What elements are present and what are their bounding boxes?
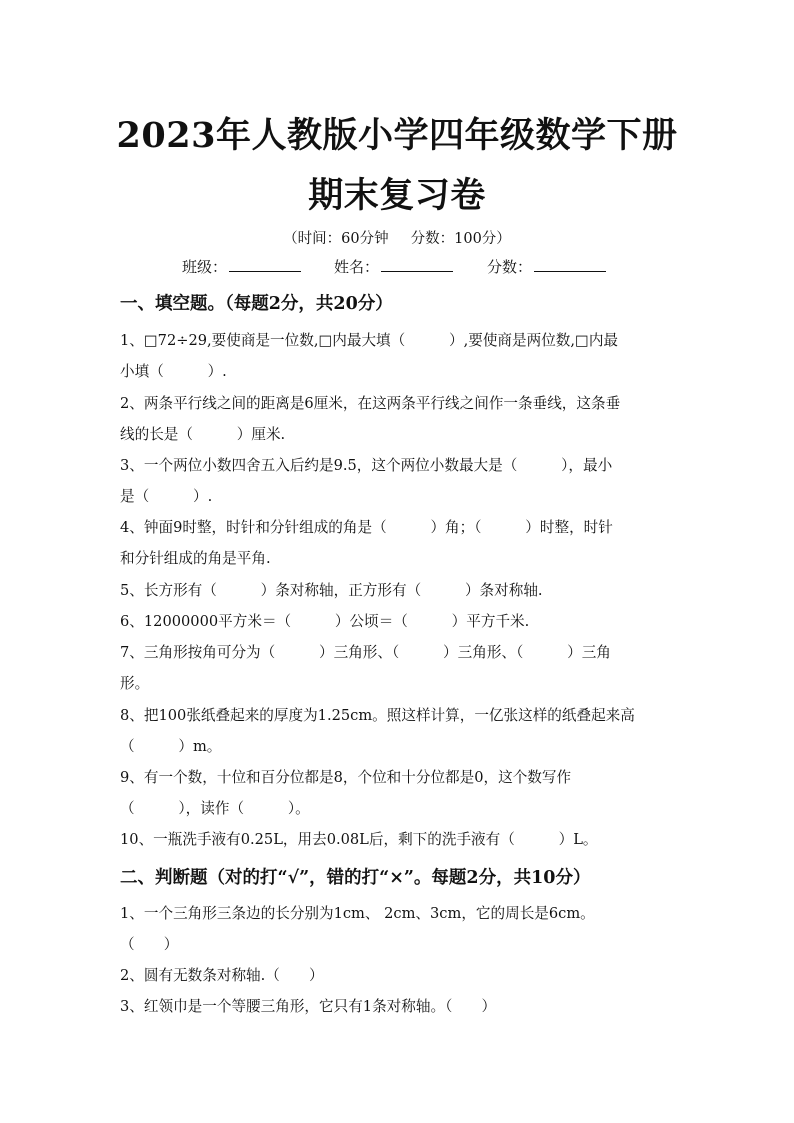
question-line: 1、□72÷29,要使商是一位数,□内最大填（ ）,要使商是两位数,□内最 [120,332,619,349]
question-line: 3、红领巾是一个等腰三角形，它只有1条对称轴。（ ） [120,998,497,1015]
question-line: 线的长是（ ）厘米. [120,426,286,443]
score-label: 分数： [487,258,533,276]
question-line: （ ）m。 [120,738,222,755]
name-label: 姓名： [334,258,380,276]
exam-meta [0,227,794,248]
score-info: 分数：100分） [410,231,511,247]
question-line: （ ） [120,936,179,953]
question-line: 是（ ）. [120,488,213,505]
question-line: 2、两条平行线之间的距离是6厘米，在这两条平行线之间作一条垂线，这条垂 [120,395,621,412]
score-blank[interactable] [534,257,606,272]
exam-title-line1: 2023年人教版小学四年级数学下册 [116,115,678,156]
name-blank[interactable] [381,257,453,272]
question-line: 7、三角形按角可分为（ ）三角形、（ ）三角形、（ ）三角 [120,644,611,661]
class-field [182,256,301,277]
question-line: 和分针组成的角是平角. [120,550,271,567]
question-line: 8、把100张纸叠起来的厚度为1.25cm。照这样计算，一亿张这样的纸叠起来高 [120,707,635,724]
class-blank[interactable] [229,257,301,272]
question-line: 9、有一个数，十位和百分位都是8，个位和十分位都是0，这个数写作 [120,769,572,786]
question-line: 10、一瓶洗手液有0.25L，用去0.08L后，剩下的洗手液有（ ）L。 [120,831,598,848]
question-line: 3、一个两位小数四舍五入后约是9.5，这个两位小数最大是（ ），最小 [120,457,613,474]
time-info: （时间：60分钟 [283,231,389,247]
question-line: 小填（ ）. [120,363,227,380]
name-field [334,256,453,277]
section2-heading: 二、判断题（对的打“√”，错的打“×”。每题2分，共10分） [120,868,591,888]
section1-heading: 一、填空题。（每题2分，共20分） [120,294,393,314]
score-field [487,256,606,277]
question-line: 2、圆有无数条对称轴.（ ） [120,967,324,984]
question-line: 1、一个三角形三条边的长分别为1cm、 2cm、3cm，它的周长是6cm。 [120,905,595,922]
question-line: 4、钟面9时整，时针和分针组成的角是（ ）角；（ ）时整，时针 [120,519,613,536]
exam-title-line2: 期末复习卷 [308,175,486,216]
question-line: 6、12000000平方米＝（ ）公顷＝（ ）平方千米. [120,613,530,630]
question-line: 形。 [120,675,150,692]
class-label: 班级： [182,258,228,276]
question-line: 5、长方形有（ ）条对称轴，正方形有（ ）条对称轴. [120,582,543,599]
question-line: （ ），读作（ ）。 [120,800,310,817]
